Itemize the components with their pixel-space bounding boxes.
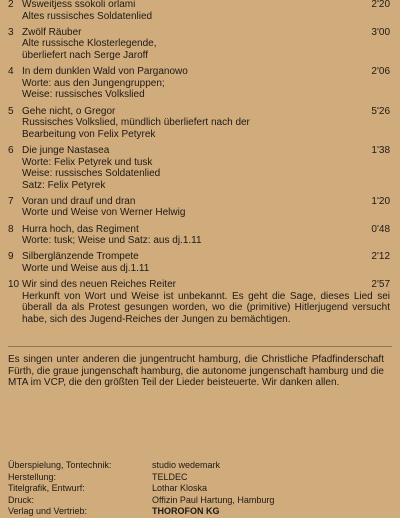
credit-row — [8, 483, 388, 495]
track-title: Zwölf Räuber — [22, 26, 82, 38]
track-duration: 1'38 — [371, 144, 390, 156]
credit-label: Verlag und Vertrieb: — [8, 506, 88, 517]
credit-label: Überspielung, Tontechnik: — [8, 460, 112, 470]
track-note: Worte: aus den Jungengruppen; — [22, 77, 165, 89]
track-duration: 2'57 — [371, 279, 390, 291]
track-number: 10 — [8, 279, 20, 291]
track-number: 9 — [8, 251, 14, 263]
track-number: 5 — [8, 105, 14, 117]
credit-value: Lothar Kloska — [152, 483, 208, 494]
performers-paragraph: Es singen unter anderen die jungentrucht hamburg, die Christliche Pfadfinderschaft Fürth, die graue jungenschaft hamburg, die autonome jungenschaft hamburg und die MTA im VCP, die den größten Teil der Lieder beisteuerte. Wir danken allen. — [8, 354, 384, 389]
track-item — [8, 224, 398, 247]
track-note: Alte russische Klosterlegende, — [22, 38, 157, 50]
credit-value: studio wedemark — [152, 460, 221, 470]
credit-row — [8, 495, 388, 507]
credit-row — [8, 472, 388, 484]
track-title: Hurra hoch, das Regiment — [22, 223, 139, 235]
track-number: 3 — [8, 26, 14, 38]
credit-label: Druck: — [8, 494, 35, 505]
track-note: Worte: tusk; Weise und Satz: aus dj.1.11 — [22, 235, 202, 247]
track-duration: 2'12 — [371, 251, 390, 263]
track-duration: 2'06 — [371, 66, 390, 78]
track-title: Die junge Nastasea — [22, 144, 110, 156]
track-note: Russisches Volkslied, mündlich überliefert nach der — [22, 117, 250, 129]
divider — [8, 346, 392, 347]
track-item — [8, 27, 398, 62]
track-title: Wsweitjess ssokoli orlami — [22, 0, 136, 10]
credit-row — [8, 460, 388, 472]
credit-value: THOROFON KG — [152, 506, 220, 517]
track-note: Worte: Felix Petyrek und tusk — [22, 156, 153, 168]
track-item — [8, 196, 398, 219]
track-item — [8, 66, 398, 101]
track-list — [8, 0, 398, 330]
credit-value: TELDEC — [152, 471, 188, 482]
track-item — [8, 251, 398, 274]
credit-value: Offizin Paul Hartung, Hamburg — [152, 494, 275, 505]
track-note: Bearbeitung von Felix Petyrek — [22, 128, 156, 140]
track-note: Satz: Felix Petyrek — [22, 179, 106, 191]
credits-list — [8, 460, 388, 518]
track-duration: 1'20 — [371, 195, 390, 207]
track-number: 2 — [8, 0, 14, 10]
track-title: Silberglänzende Trompete — [22, 251, 139, 263]
track-note: überliefert nach Serge Jaroff — [22, 49, 149, 61]
track-number: 8 — [8, 223, 14, 235]
track-note: Herkunft von Wort und Weise ist unbekannt. Es geht die Sage, dieses Lied sei überall da als Protest gesungen worden, wo die (primitive) Hitlerjugend versucht habe, sich des Jugend-Reiches der Jungen zu bemächtigen. — [22, 290, 390, 325]
track-title: In dem dunklen Wald von Parganowo — [22, 66, 188, 78]
track-duration: 5'26 — [371, 105, 390, 117]
track-duration: 3'00 — [371, 26, 390, 38]
track-title: Voran und drauf und dran — [22, 195, 136, 207]
credit-row — [8, 506, 388, 518]
track-item — [8, 0, 398, 22]
track-note: Weise: russisches Volkslied — [22, 89, 145, 101]
credit-label: Herstellung: — [8, 471, 57, 482]
track-note: Altes russisches Soldatenlied — [22, 10, 153, 22]
track-note: Worte und Weise von Werner Helwig — [22, 207, 186, 219]
track-note: Weise: russisches Soldatenlied — [22, 168, 161, 180]
track-note: Worte und Weise aus dj.1.11 — [22, 263, 150, 275]
credit-label: Titelgrafik, Entwurf: — [8, 483, 85, 494]
track-number: 7 — [8, 195, 14, 207]
track-title: Wir sind des neuen Reiches Reiter — [22, 279, 176, 291]
track-number: 4 — [8, 66, 14, 78]
track-item — [8, 106, 398, 141]
track-duration: 2'20 — [371, 0, 390, 10]
track-number: 6 — [8, 144, 14, 156]
track-duration: 0'48 — [371, 223, 390, 235]
track-title: Gehe nicht, o Gregor — [22, 105, 116, 117]
track-item — [8, 145, 398, 191]
track-item — [8, 279, 398, 325]
